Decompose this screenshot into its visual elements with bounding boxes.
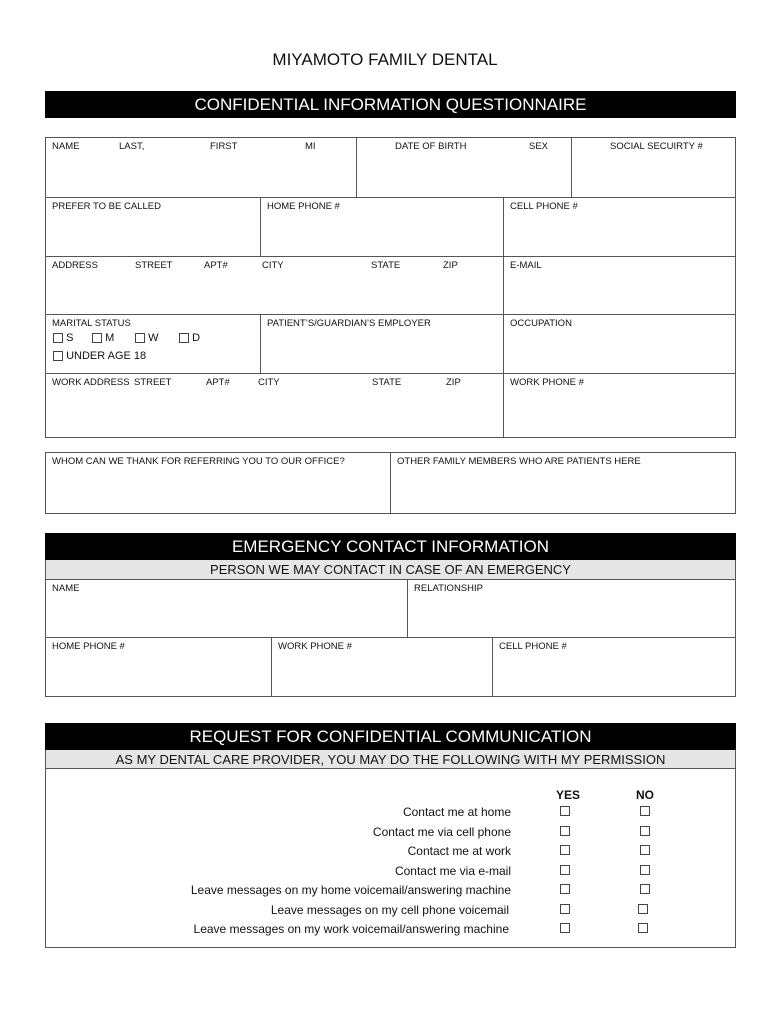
email-field[interactable]: E-MAIL [510, 260, 542, 271]
yes-checkbox-work[interactable] [560, 845, 570, 855]
under-age-18-option[interactable]: UNDER AGE 18 [53, 350, 146, 362]
marital-option-d[interactable]: D [179, 332, 200, 344]
practice-name: MIYAMOTO FAMILY DENTAL [272, 50, 498, 69]
marital-option-m[interactable]: M [92, 332, 114, 344]
comm-item-cell: Contact me via cell phone [372, 825, 511, 839]
emergency-name-field[interactable]: NAME [52, 583, 80, 594]
emergency-title: EMERGENCY CONTACT INFORMATION [231, 537, 550, 556]
no-checkbox-work[interactable] [640, 845, 650, 855]
work-apt-label: APT# [206, 377, 230, 388]
cell-phone-field[interactable]: CELL PHONE # [510, 201, 578, 212]
family-members-field[interactable]: OTHER FAMILY MEMBERS WHO ARE PATIENTS HERE [397, 456, 641, 467]
comm-item-email: Contact me via e-mail [394, 864, 511, 878]
no-checkbox-home[interactable] [640, 806, 650, 816]
no-checkbox-email[interactable] [640, 865, 650, 875]
checkbox-icon[interactable] [53, 333, 63, 343]
comm-item-work-voicemail: Leave messages on my work voicemail/answering machine [193, 922, 509, 936]
marital-option-s[interactable]: S [53, 332, 73, 344]
yes-checkbox-work-voicemail[interactable] [560, 923, 570, 933]
work-street-label: STREET [134, 377, 172, 388]
referral-field[interactable]: WHOM CAN WE THANK FOR REFERRING YOU TO OUR OFFICE? [52, 456, 345, 467]
no-checkbox-cell[interactable] [640, 826, 650, 836]
yes-header: YES [556, 788, 581, 802]
emergency-relationship-field[interactable]: RELATIONSHIP [414, 583, 483, 594]
emergency-work-phone-field[interactable]: WORK PHONE # [278, 641, 352, 652]
home-phone-field[interactable]: HOME PHONE # [267, 201, 340, 212]
checkbox-icon[interactable] [179, 333, 189, 343]
communication-title: REQUEST FOR CONFIDENTIAL COMMUNICATION [189, 727, 592, 746]
emergency-subtitle: PERSON WE MAY CONTACT IN CASE OF AN EMERGENCY [45, 560, 736, 580]
communication-table [45, 768, 736, 948]
employer-field[interactable]: PATIENT’S/GUARDIAN’S EMPLOYER [267, 318, 431, 329]
city-label: CITY [262, 260, 284, 271]
apt-label: APT# [204, 260, 228, 271]
communication-title-bar [45, 723, 736, 750]
state-label: STATE [371, 260, 401, 271]
emergency-table [45, 579, 736, 697]
no-header: NO [636, 788, 654, 802]
checkbox-icon[interactable] [92, 333, 102, 343]
patient-info-table [45, 137, 736, 438]
work-address-field[interactable]: WORK ADDRESS [52, 377, 130, 388]
yes-checkbox-home-voicemail[interactable] [560, 884, 570, 894]
prefer-called-field[interactable]: PREFER TO BE CALLED [52, 201, 161, 212]
emergency-title-bar [45, 533, 736, 560]
checkbox-icon[interactable] [53, 351, 63, 361]
sex-field[interactable]: SEX [529, 141, 549, 152]
yes-checkbox-cell-voicemail[interactable] [560, 904, 570, 914]
address-field[interactable]: ADDRESS [52, 260, 98, 271]
emergency-cell-phone-field[interactable]: CELL PHONE # [499, 641, 567, 652]
comm-item-work: Contact me at work [407, 844, 511, 858]
occupation-field[interactable]: OCCUPATION [510, 318, 572, 329]
checkbox-icon[interactable] [135, 333, 145, 343]
yes-checkbox-home[interactable] [560, 806, 570, 816]
comm-item-home-voicemail: Leave messages on my home voicemail/answering machine [190, 883, 511, 897]
street-label: STREET [135, 260, 173, 271]
work-phone-field[interactable]: WORK PHONE # [510, 377, 584, 388]
no-checkbox-work-voicemail[interactable] [638, 923, 648, 933]
date-of-birth-field[interactable]: DATE OF BIRTH [395, 141, 467, 152]
marital-option-w[interactable]: W [135, 332, 158, 344]
work-state-label: STATE [372, 377, 402, 388]
emergency-home-phone-field[interactable]: HOME PHONE # [52, 641, 125, 652]
middle-initial-label: MI [305, 141, 316, 152]
comm-item-home: Contact me at home [402, 805, 511, 819]
work-zip-label: ZIP [446, 377, 461, 388]
yes-checkbox-cell[interactable] [560, 826, 570, 836]
work-city-label: CITY [258, 377, 280, 388]
marital-status-label: MARITAL STATUS [52, 318, 131, 329]
no-checkbox-cell-voicemail[interactable] [638, 904, 648, 914]
communication-subtitle: AS MY DENTAL CARE PROVIDER, YOU MAY DO THE FOLLOWING WITH MY PERMISSION [45, 750, 736, 769]
form-title-bar [45, 91, 736, 118]
form-title: CONFIDENTIAL INFORMATION QUESTIONNAIRE [194, 95, 587, 114]
yes-checkbox-email[interactable] [560, 865, 570, 875]
ssn-field[interactable]: SOCIAL SECUIRTY # [610, 141, 703, 152]
last-name-label: LAST, [119, 141, 145, 152]
comm-item-cell-voicemail: Leave messages on my cell phone voicemail [270, 903, 509, 917]
name-field[interactable]: NAME [52, 141, 80, 152]
zip-label: ZIP [443, 260, 458, 271]
first-name-label: FIRST [210, 141, 238, 152]
no-checkbox-home-voicemail[interactable] [640, 884, 650, 894]
